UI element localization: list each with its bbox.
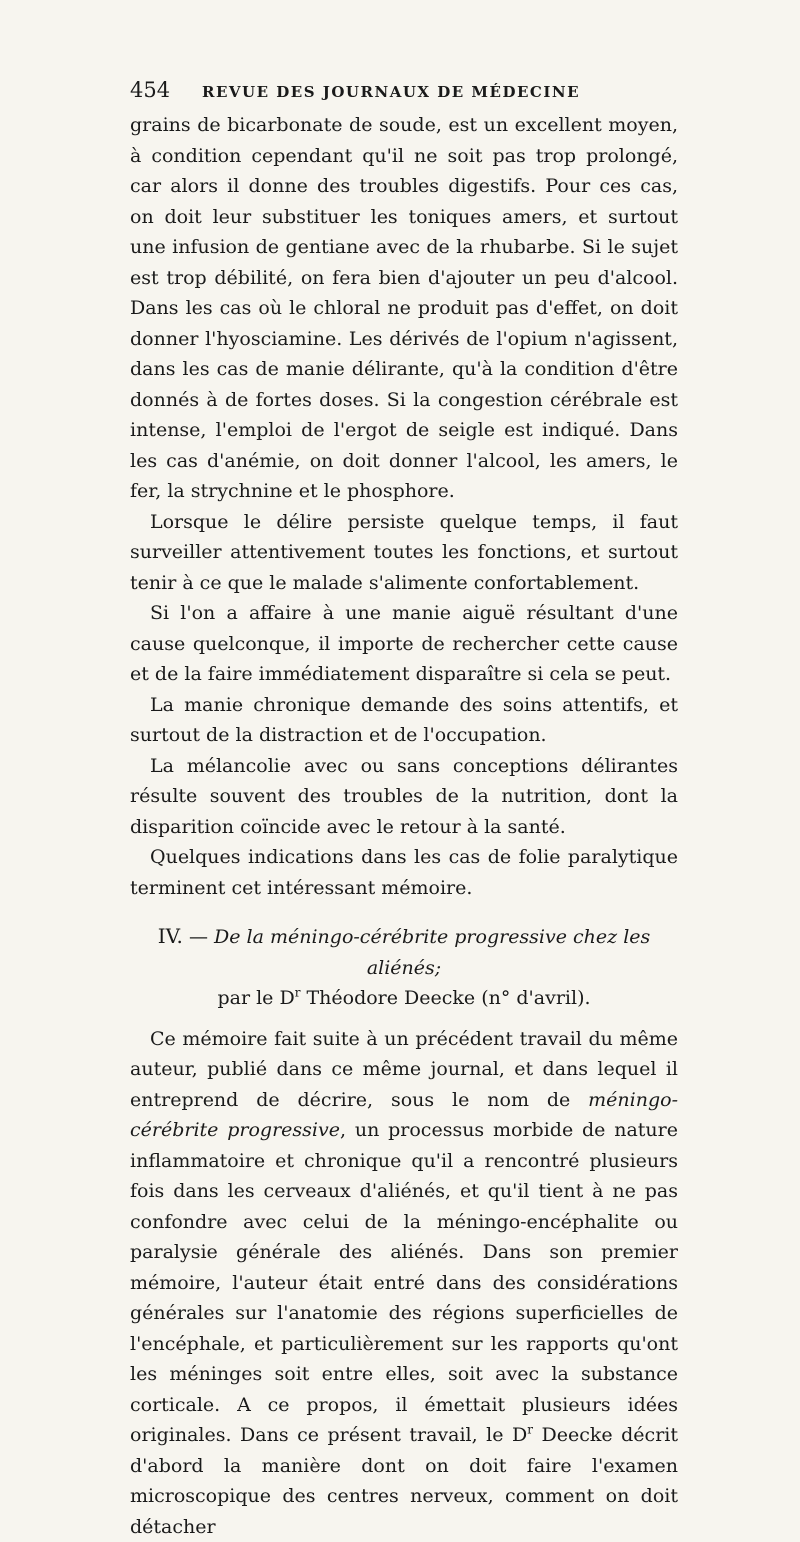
paragraph: Quelques indications dans les cas de folie paralytique terminent cet intéressant mémoire.: [130, 842, 678, 903]
paragraph: Si l'on a affaire à une manie aiguë résultant d'une cause quelconque, il importe de rechercher cette cause et de la faire immédiatement disparaître si cela se peut.: [130, 598, 678, 690]
paragraph: Lorsque le délire persiste quelque temps, il faut surveiller attentivement toutes les fonctions, et surtout tenir à ce que le malade s'alimente confortablement.: [130, 507, 678, 599]
section-byline: [130, 983, 678, 1014]
section-paragraph: [130, 1024, 678, 1542]
byline-prefix: par le D: [217, 987, 294, 1009]
section-dash: —: [189, 926, 208, 948]
paragraph: La mélancolie avec ou sans conceptions délirantes résulte souvent des troubles de la nutrition, dont la disparition coïncide avec le retour à la santé.: [130, 751, 678, 843]
section-heading: [130, 921, 678, 1014]
running-head: REVUE DES JOURNAUX DE MÉDECINE: [202, 83, 580, 101]
section-title: De la méningo-cérébrite progressive chez les aliénés;: [214, 926, 650, 979]
page-header: [130, 78, 678, 102]
page-number: 454: [130, 78, 202, 102]
section-numeral: IV.: [158, 924, 183, 948]
section-emphasis: méningo-cérébrite progressive: [130, 1089, 678, 1142]
section-text-part-2: , un processus morbide de nature inflammatoire et chronique qu'il a rencontré plusieurs fois dans les cerveaux d'aliénés, et qu'il tient à ne pas confondre avec celui de la méningo-encéphalite ou paralysie générale des aliénés. Dans son premier mémoire, l'auteur était entré dans des considérations générales sur l'anatomie des régions superficielles de l'encéphale, et particulièrement sur les rapports qu'ont les méninges soit entre elles, soit avec la substance corticale. A ce propos, il émettait plusieurs idées originales. Dans ce présent travail, le D: [130, 1119, 678, 1446]
byline-suffix: Théodore Deecke (n° d'avril).: [300, 987, 590, 1009]
section-text-part-1: Ce mémoire fait suite à un précédent travail du même auteur, publié dans ce même journal, et dans lequel il entreprend de décrire, sous le nom de: [130, 1028, 678, 1111]
paragraph: La manie chronique demande des soins attentifs, et surtout de la distraction et de l'occupation.: [130, 690, 678, 751]
body-text: [130, 110, 678, 1542]
section-superscript: r: [527, 1423, 533, 1437]
section-text-part-3: Deecke décrit d'abord la manière dont on doit faire l'examen microscopique des centres nerveux, comment on doit détacher: [130, 1424, 678, 1538]
paragraph: grains de bicarbonate de soude, est un excellent moyen, à condition cependant qu'il ne soit pas trop prolongé, car alors il donne des troubles digestifs. Pour ces cas, on doit leur substituer les toniques amers, et surtout une infusion de gentiane avec de la rhubarbe. Si le sujet est trop débilité, on fera bien d'ajouter un peu d'alcool. Dans les cas où le chloral ne produit pas d'effet, on doit donner l'hyosciamine. Les dérivés de l'opium n'agissent, dans les cas de manie délirante, qu'à la condition d'être donnés à de fortes doses. Si la congestion cérébrale est intense, l'emploi de l'ergot de seigle est indiqué. Dans les cas d'anémie, on doit donner l'alcool, les amers, le fer, la strychnine et le phosphore.: [130, 110, 678, 507]
byline-superscript: r: [295, 986, 301, 1000]
